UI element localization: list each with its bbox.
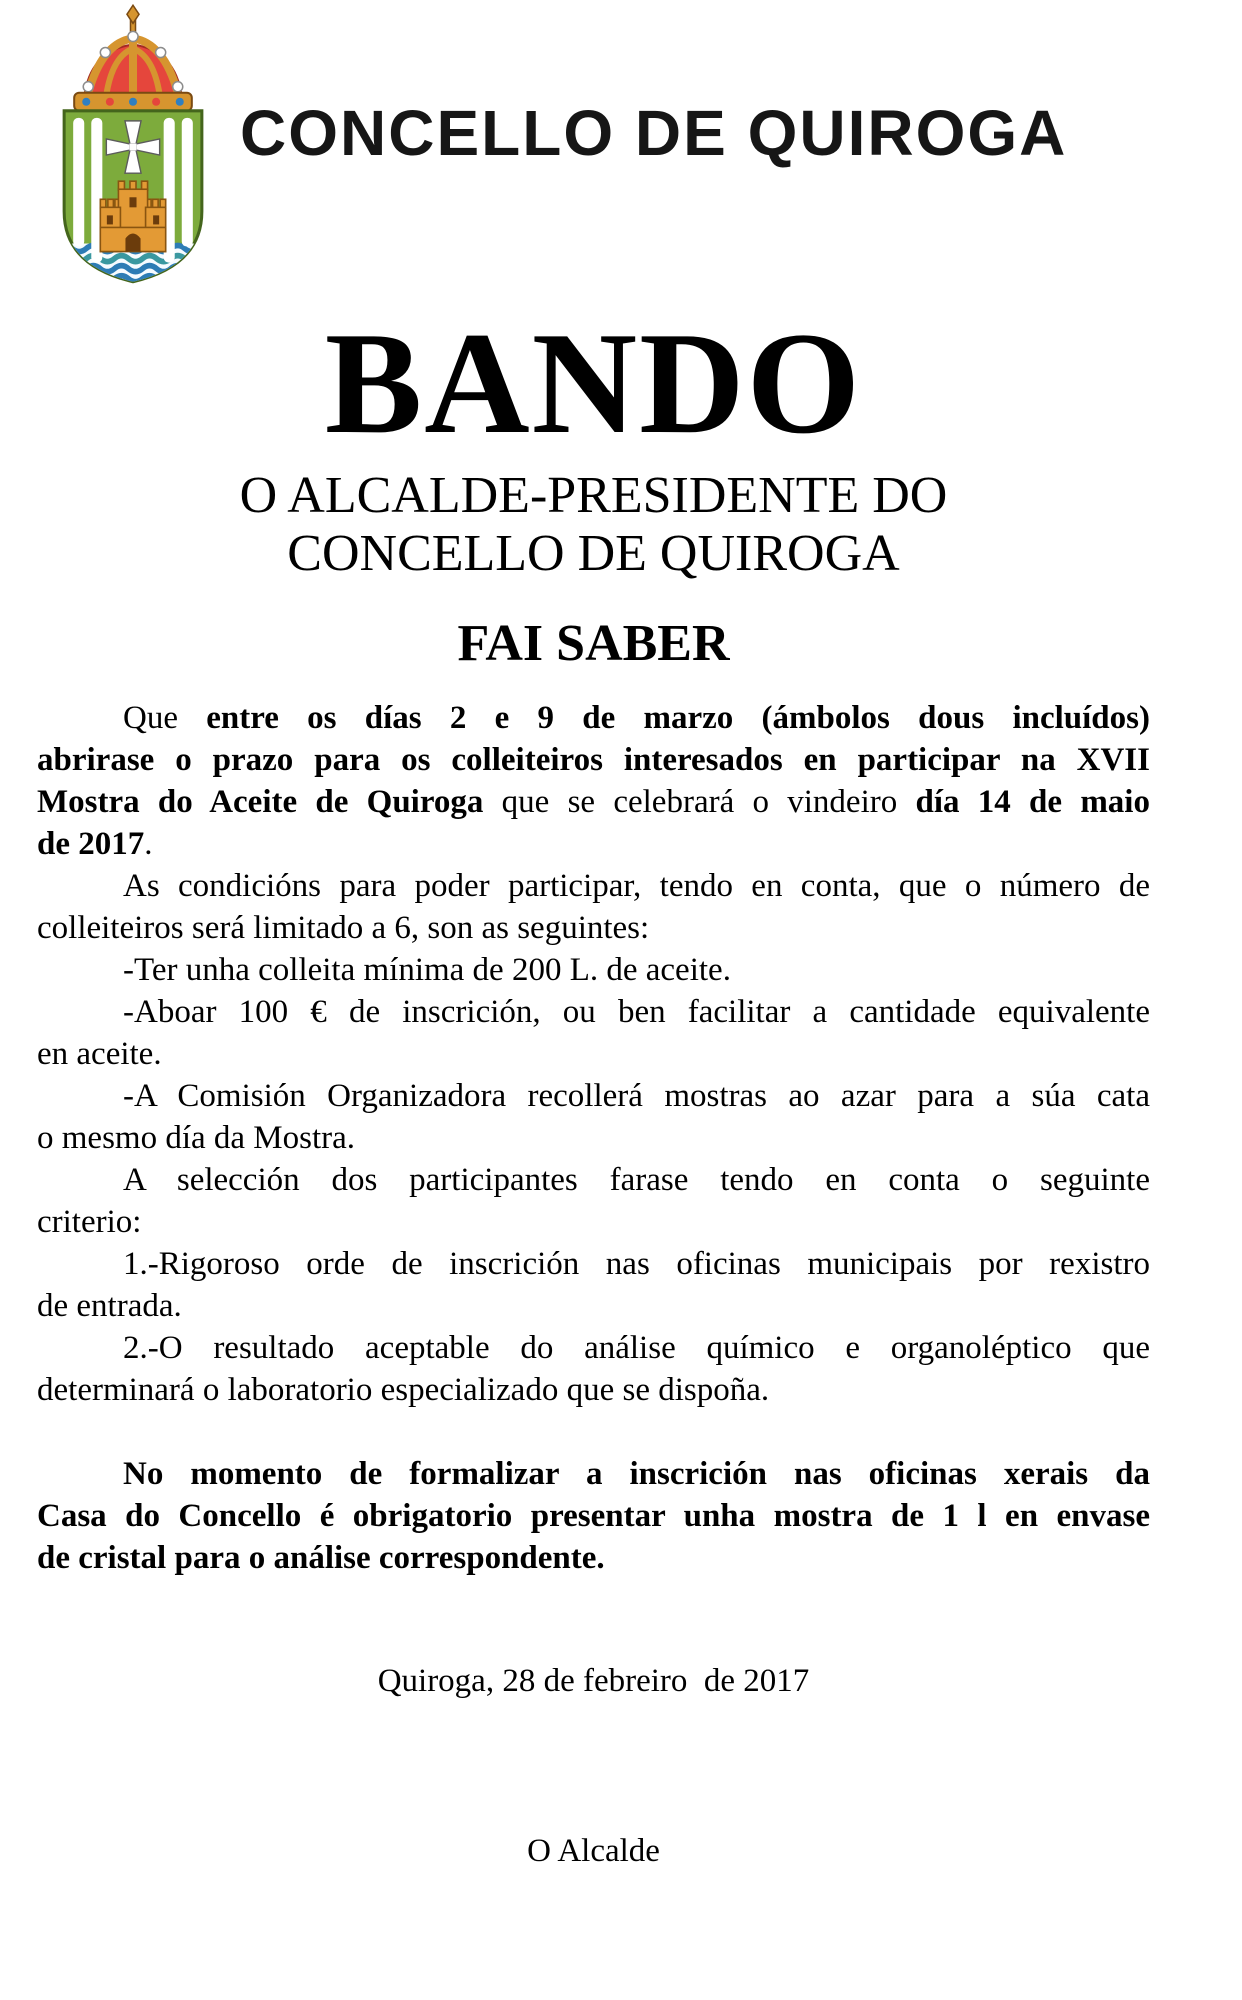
signature-line: O Alcalde bbox=[527, 1833, 660, 1869]
text-segment: de entrada. bbox=[37, 1288, 182, 1324]
paragraph bbox=[37, 949, 1150, 991]
document-line bbox=[37, 697, 1150, 739]
subtitle-line-1: O ALCALDE-PRESIDENTE DO bbox=[239, 467, 948, 524]
crown-icon bbox=[74, 5, 192, 111]
document-subtitle bbox=[37, 467, 1150, 583]
document-line bbox=[37, 1285, 1150, 1327]
paragraph bbox=[37, 1075, 1150, 1159]
text-segment: -Ter unha colleita mínima de 200 L. de aceite. bbox=[123, 952, 731, 988]
document-line bbox=[37, 1369, 1150, 1411]
fai-saber-heading: FAI SABER bbox=[457, 615, 730, 672]
document-line bbox=[37, 1243, 1150, 1285]
document-line bbox=[37, 1495, 1150, 1537]
text-segment: . bbox=[144, 826, 153, 862]
paragraph bbox=[37, 1243, 1150, 1327]
text-segment: en aceite. bbox=[37, 1036, 162, 1072]
text-segment: 2.-O resultado aceptable do análise químico e organoléptico que bbox=[123, 1330, 1150, 1366]
document-line bbox=[37, 1201, 1150, 1243]
document-line bbox=[37, 1117, 1150, 1159]
text-segment: -Aboar 100 € de inscrición, ou ben facilitar a cantidade equivalente bbox=[123, 994, 1150, 1030]
coat-of-arms-logo bbox=[40, 4, 226, 286]
text-segment: Que bbox=[123, 700, 207, 736]
bold-text-segment: día 14 de maio bbox=[915, 784, 1150, 820]
bold-text-segment: Mostra do Aceite de Quiroga bbox=[37, 784, 484, 820]
bold-text-segment: Casa do Concello é obrigatorio presentar unha mostra de 1 l en envase bbox=[37, 1498, 1150, 1534]
document-line bbox=[37, 823, 1150, 865]
org-name: CONCELLO DE QUIROGA bbox=[240, 97, 1068, 169]
document-line bbox=[37, 907, 1150, 949]
document-line bbox=[37, 991, 1150, 1033]
document-line bbox=[37, 949, 1150, 991]
paragraph bbox=[37, 1159, 1150, 1243]
paragraph bbox=[37, 1327, 1150, 1411]
text-segment: criterio: bbox=[37, 1204, 142, 1240]
paragraph bbox=[37, 991, 1150, 1075]
document-body bbox=[37, 697, 1150, 1579]
date-line: Quiroga, 28 de febreiro de 2017 bbox=[377, 1663, 810, 1699]
shield-icon bbox=[58, 111, 213, 286]
text-segment: -A Comisión Organizadora recollerá mostras ao azar para a súa cata bbox=[123, 1078, 1150, 1114]
document-line bbox=[37, 781, 1150, 823]
text-segment: A selección dos participantes farase tendo en conta o seguinte bbox=[123, 1162, 1150, 1198]
document-line bbox=[37, 1075, 1150, 1117]
paragraph bbox=[37, 697, 1150, 865]
document-line bbox=[37, 1537, 1150, 1579]
coat-of-arms-icon bbox=[40, 4, 226, 286]
document-line bbox=[37, 1327, 1150, 1369]
bold-text-segment: No momento de formalizar a inscrición nas oficinas xerais da bbox=[123, 1456, 1150, 1492]
document-line bbox=[37, 865, 1150, 907]
subtitle-line-2: CONCELLO DE QUIROGA bbox=[287, 525, 900, 582]
text-segment: As condicións para poder participar, tendo en conta, que o número de bbox=[123, 868, 1150, 904]
bold-text-segment: de 2017 bbox=[37, 826, 145, 862]
document-line bbox=[37, 1033, 1150, 1075]
paragraph bbox=[37, 1453, 1150, 1579]
text-segment: determinará o laboratorio especializado que se dispoña. bbox=[37, 1372, 770, 1408]
bold-text-segment: abrirase o prazo para os colleiteiros interesados en participar na XVII bbox=[37, 742, 1150, 778]
text-segment: que se celebrará o vindeiro bbox=[483, 784, 916, 820]
paragraph bbox=[37, 865, 1150, 949]
text-segment: o mesmo día da Mostra. bbox=[37, 1120, 356, 1156]
document-line bbox=[37, 1159, 1150, 1201]
bold-text-segment: entre os días 2 e 9 de marzo (ámbolos dous incluídos) bbox=[206, 700, 1150, 736]
text-segment: 1.-Rigoroso orde de inscrición nas oficinas municipais por rexistro bbox=[123, 1246, 1150, 1282]
bold-text-segment: de cristal para o análise correspondente. bbox=[37, 1540, 605, 1576]
document-line bbox=[37, 739, 1150, 781]
text-segment: colleiteiros será limitado a 6, son as seguintes: bbox=[37, 910, 650, 946]
document-line bbox=[37, 1453, 1150, 1495]
document-title: BANDO bbox=[324, 302, 863, 464]
